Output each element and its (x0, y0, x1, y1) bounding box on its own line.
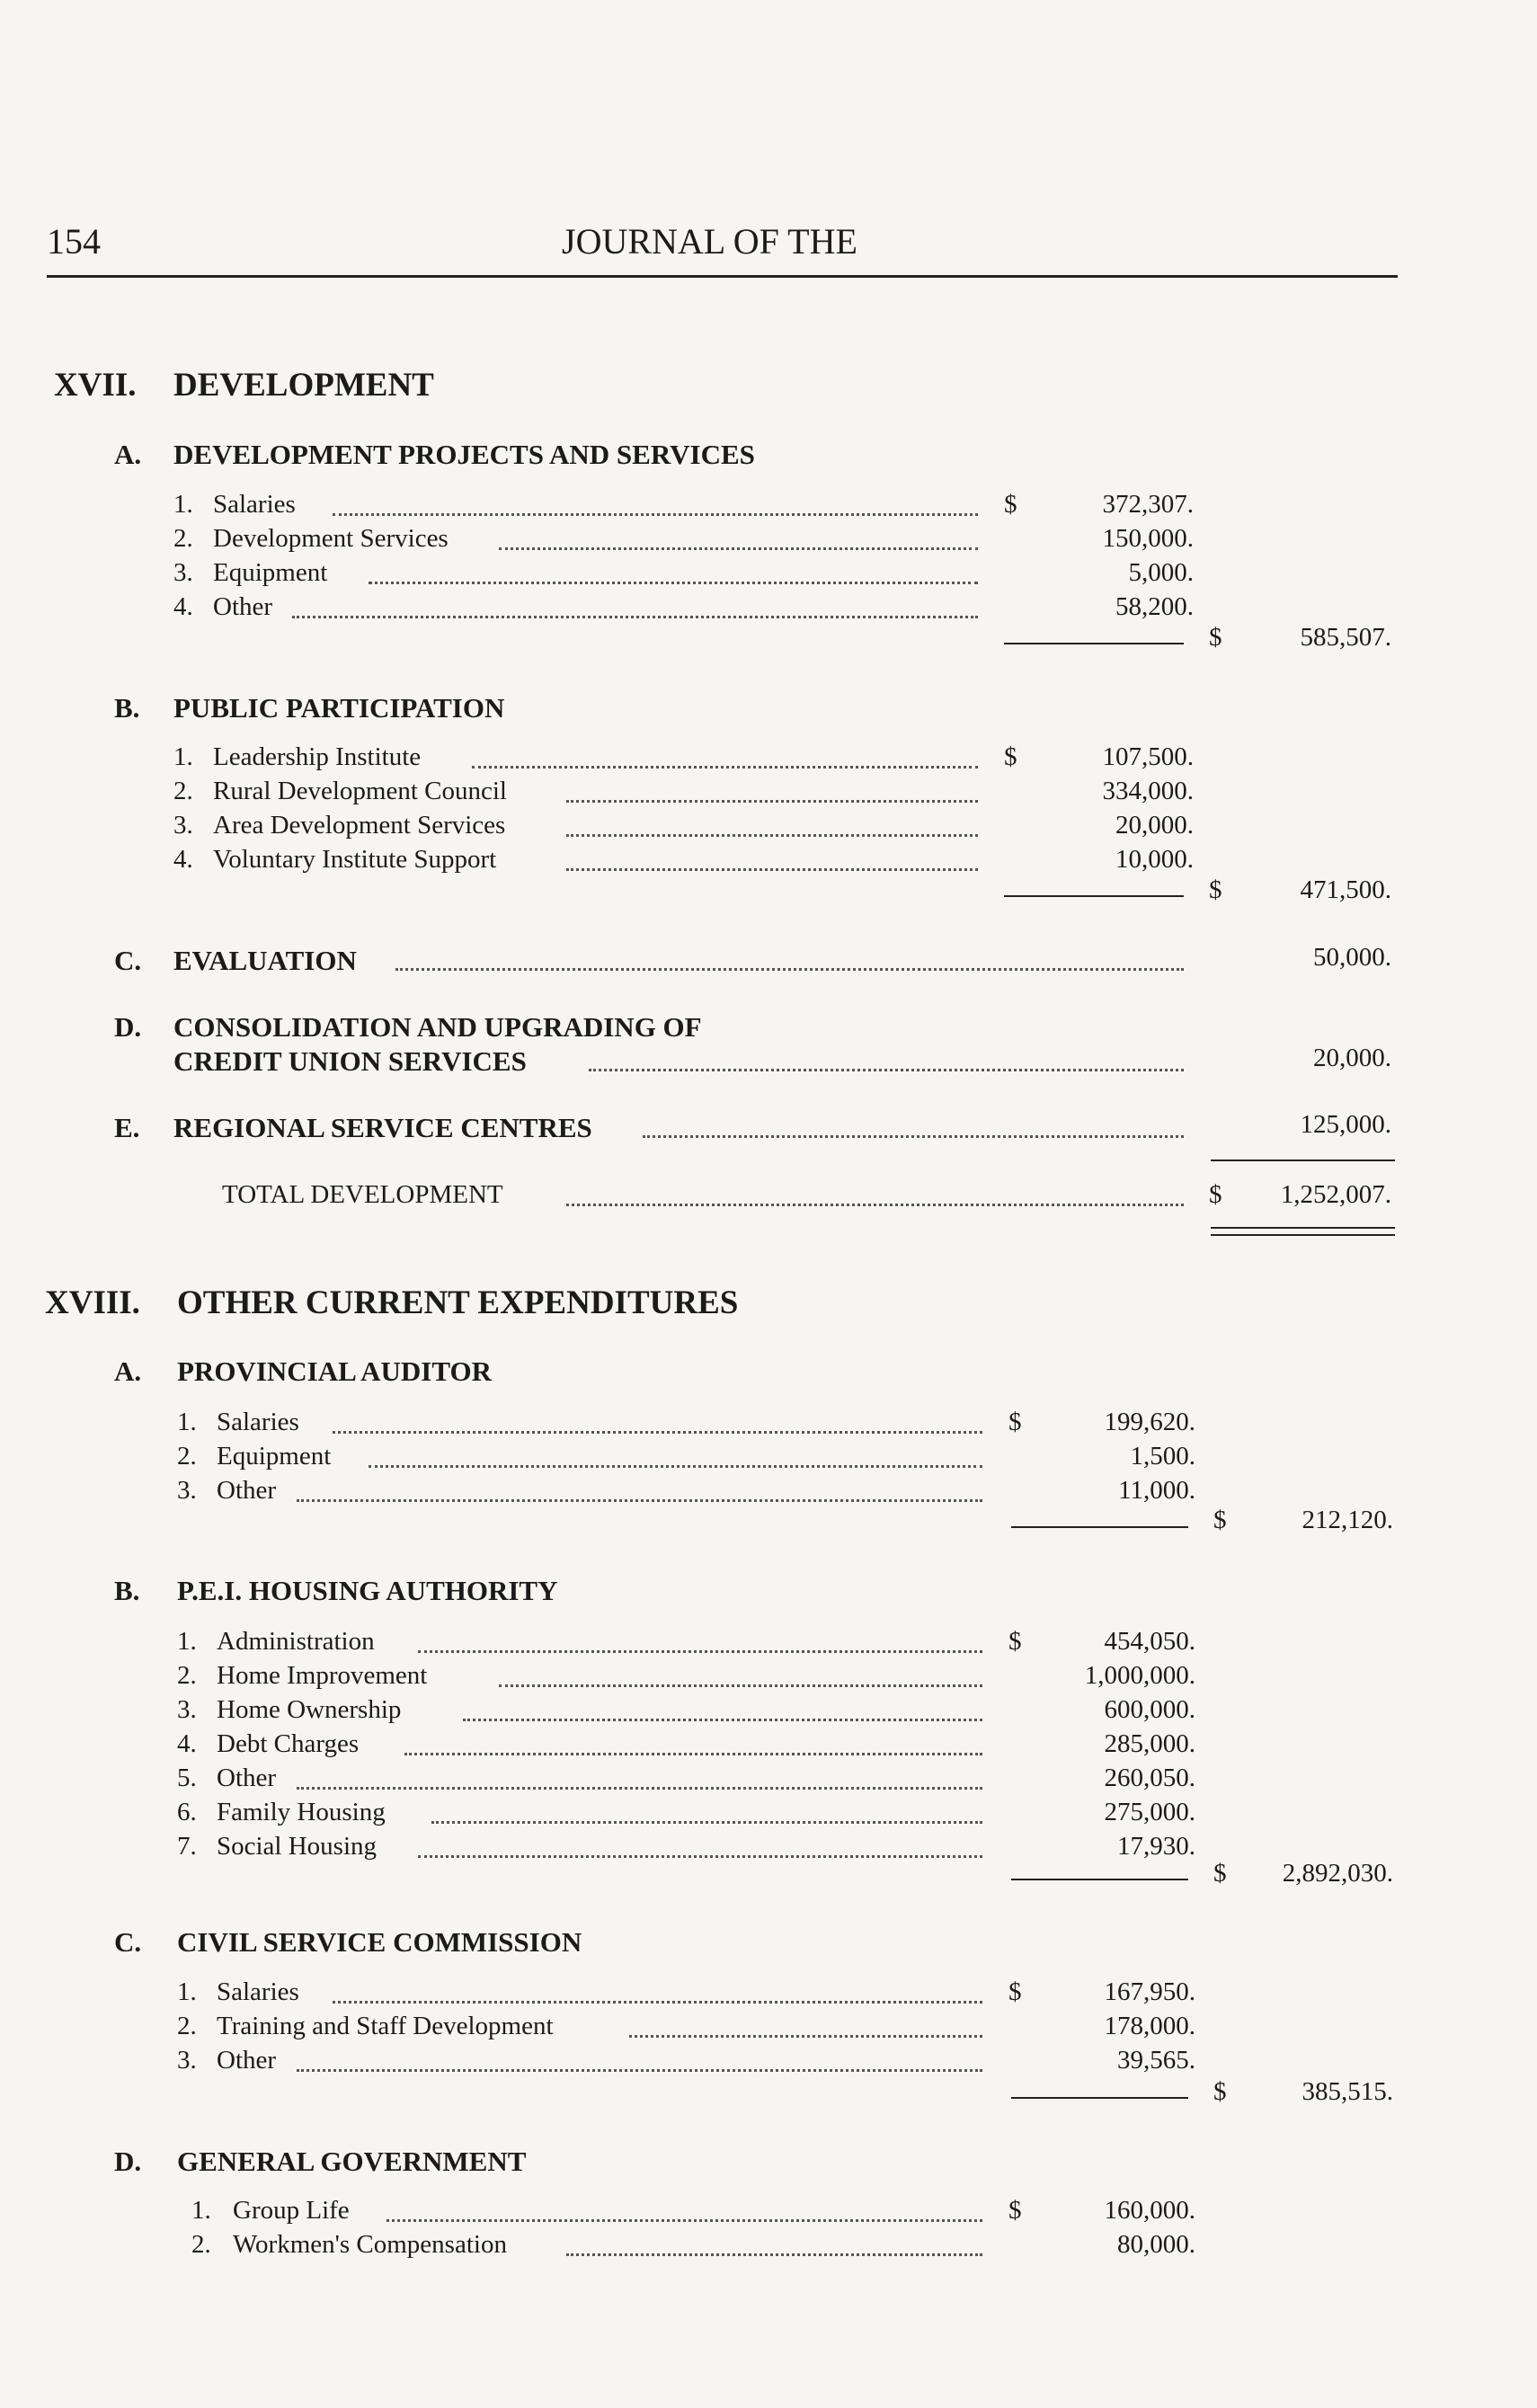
section-title: DEVELOPMENT (173, 367, 434, 404)
item-number: 4. (173, 845, 193, 874)
subsection-letter: C. (114, 945, 142, 976)
item-number: 6. (177, 1798, 197, 1826)
item-label: Area Development Services (213, 811, 506, 840)
item-number: 3. (177, 2046, 197, 2075)
item-label: Rural Development Council (213, 777, 507, 805)
line-item (0, 1408, 1537, 1442)
line-item (0, 558, 1537, 592)
currency-sign: $ (1209, 875, 1222, 904)
subtotal-amount: 385,515. (1302, 2077, 1393, 2106)
line-item (0, 2196, 1537, 2230)
item-label: Other (213, 592, 273, 621)
subsection-letter: E. (114, 1112, 140, 1143)
item-amount: 11,000. (1118, 1476, 1195, 1505)
line-item (0, 2046, 1537, 2080)
subsection-letter: A. (114, 439, 142, 470)
item-amount: 10,000. (1115, 845, 1194, 874)
item-label: Training and Staff Development (217, 2012, 554, 2040)
dot-leader (566, 798, 978, 803)
dot-leader (292, 614, 978, 618)
subsection-title: GENERAL GOVERNMENT (177, 2146, 527, 2177)
dot-leader (643, 1133, 1184, 1138)
subtotal-amount: 585,507. (1300, 623, 1391, 652)
total-rule (1211, 1160, 1395, 1161)
line-item (0, 777, 1537, 811)
total-label: TOTAL DEVELOPMENT (222, 1180, 503, 1209)
currency-sign: $ (1213, 2077, 1227, 2106)
item-number: 1. (177, 1408, 197, 1436)
subtotal-amount: 2,892,030. (1282, 1859, 1393, 1888)
header-rule (47, 275, 1398, 278)
item-amount: 39,565. (1117, 2046, 1195, 2075)
item-amount: 372,307. (1102, 490, 1194, 519)
currency-sign: $ (1213, 1859, 1227, 1888)
item-label: Other (217, 1476, 277, 1505)
item-label: Home Improvement (217, 1661, 428, 1690)
line-item (0, 1695, 1537, 1729)
item-amount: 275,000. (1104, 1798, 1195, 1826)
dot-leader (589, 1067, 1184, 1071)
item-label: Leadership Institute (213, 742, 422, 771)
subsection-title: REGIONAL SERVICE CENTRES (173, 1112, 592, 1143)
item-amount: 80,000. (1117, 2230, 1195, 2259)
item-label: Voluntary Institute Support (213, 845, 497, 874)
subsection-letter: C. (114, 1926, 142, 1958)
currency-sign: $ (1004, 742, 1017, 771)
item-number: 5. (177, 1764, 197, 1792)
item-label: Administration (217, 1627, 375, 1656)
subsection-letter: D. (114, 2146, 142, 2177)
line-item (0, 1627, 1537, 1661)
item-number: 2. (177, 1442, 197, 1471)
item-label: Equipment (217, 1442, 332, 1471)
item-amount: 285,000. (1104, 1729, 1195, 1758)
subsection-letter: A. (114, 1355, 142, 1387)
dot-leader (566, 1202, 1184, 1206)
dot-leader (333, 1429, 982, 1434)
subsection-title-line2: CREDIT UNION SERVICES (173, 1045, 527, 1077)
item-label: Development Services (213, 524, 449, 553)
dot-leader (566, 866, 978, 871)
dot-leader (369, 1463, 982, 1468)
item-number: 1. (173, 742, 193, 771)
line-item (0, 1798, 1537, 1832)
item-label: Debt Charges (217, 1729, 360, 1758)
item-number: 4. (177, 1729, 197, 1758)
line-item (0, 1661, 1537, 1695)
item-amount: 454,050. (1104, 1627, 1195, 1656)
item-number: 1. (177, 1627, 197, 1656)
dot-leader (297, 2067, 982, 2072)
line-item (0, 1977, 1537, 2012)
subsection-letter: D. (114, 1011, 142, 1043)
currency-sign: $ (1008, 1627, 1022, 1656)
subsection-amount: 20,000. (1313, 1044, 1391, 1072)
item-amount: 17,930. (1117, 1832, 1195, 1861)
dot-leader (566, 832, 978, 837)
section-title: OTHER CURRENT EXPENDITURES (177, 1284, 739, 1321)
dot-leader (333, 511, 978, 516)
subtotal-rule (1004, 643, 1184, 644)
line-item (0, 1729, 1537, 1764)
item-amount: 1,000,000. (1084, 1661, 1195, 1690)
item-amount: 58,200. (1115, 592, 1194, 621)
item-amount: 600,000. (1104, 1695, 1195, 1724)
item-label: Salaries (217, 1977, 299, 2006)
dot-leader (386, 2217, 982, 2222)
total-amount: 1,252,007. (1280, 1180, 1391, 1209)
item-number: 1. (173, 490, 193, 519)
dot-leader (297, 1497, 982, 1502)
running-head: JOURNAL OF THE (562, 221, 857, 262)
item-number: 3. (173, 558, 193, 587)
currency-sign: $ (1004, 490, 1017, 519)
item-amount: 178,000. (1104, 2012, 1195, 2040)
item-label: Salaries (217, 1408, 299, 1436)
currency-sign: $ (1008, 2196, 1022, 2225)
line-item (0, 742, 1537, 777)
line-item (0, 1764, 1537, 1798)
item-label: Equipment (213, 558, 328, 587)
item-number: 1. (177, 1977, 197, 2006)
line-item (0, 1442, 1537, 1476)
subsection-title: P.E.I. HOUSING AUTHORITY (177, 1575, 558, 1606)
dot-leader (463, 1717, 982, 1721)
item-number: 3. (173, 811, 193, 840)
dot-leader (333, 1999, 982, 2004)
item-amount: 334,000. (1102, 777, 1194, 805)
item-number: 7. (177, 1832, 197, 1861)
subtotal-rule (1004, 895, 1184, 897)
currency-sign: $ (1209, 1180, 1222, 1209)
subsection-title-line1: CONSOLIDATION AND UPGRADING OF (173, 1011, 702, 1043)
item-label: Other (217, 1764, 277, 1792)
dot-leader (566, 2252, 982, 2256)
item-amount: 150,000. (1102, 524, 1194, 553)
line-item (0, 2230, 1537, 2264)
item-amount: 199,620. (1104, 1408, 1195, 1436)
dot-leader (499, 546, 978, 550)
line-item (0, 845, 1537, 879)
dot-leader (499, 1683, 982, 1687)
dot-leader (418, 1648, 982, 1653)
item-amount: 20,000. (1115, 811, 1194, 840)
subsection-letter: B. (114, 1575, 140, 1606)
subsection-title: DEVELOPMENT PROJECTS AND SERVICES (173, 439, 755, 470)
dot-leader (418, 1853, 982, 1858)
item-label: Group Life (233, 2196, 350, 2225)
section-number: XVIII. (45, 1284, 140, 1321)
item-number: 3. (177, 1695, 197, 1724)
double-rule-top (1211, 1227, 1395, 1229)
dot-leader (404, 1751, 982, 1755)
item-label: Other (217, 2046, 277, 2075)
item-number: 3. (177, 1476, 197, 1505)
dot-leader (629, 2033, 982, 2038)
item-amount: 5,000. (1128, 558, 1194, 587)
dot-leader (369, 580, 978, 584)
item-number: 2. (173, 524, 193, 553)
subsection-title: PUBLIC PARTICIPATION (173, 692, 505, 724)
double-rule-bottom (1211, 1234, 1395, 1236)
dot-leader (297, 1785, 982, 1790)
item-label: Salaries (213, 490, 296, 519)
item-label: Home Ownership (217, 1695, 402, 1724)
item-number: 2. (177, 2012, 197, 2040)
line-item (0, 2012, 1537, 2046)
dot-leader (395, 966, 1184, 971)
currency-sign: $ (1008, 1977, 1022, 2006)
dot-leader (431, 1819, 982, 1824)
subsection-title: CIVIL SERVICE COMMISSION (177, 1926, 582, 1958)
subsection-amount: 50,000. (1313, 943, 1391, 972)
line-item (0, 811, 1537, 845)
subsection-title: PROVINCIAL AUDITOR (177, 1355, 492, 1387)
item-amount: 107,500. (1102, 742, 1194, 771)
item-number: 2. (177, 1661, 197, 1690)
item-amount: 260,050. (1104, 1764, 1195, 1792)
subsection-title: EVALUATION (173, 945, 357, 976)
page-number: 154 (47, 221, 101, 262)
item-number: 4. (173, 592, 193, 621)
line-item (0, 524, 1537, 558)
section-number: XVII. (54, 367, 137, 404)
item-label: Social Housing (217, 1832, 378, 1861)
item-number: 1. (191, 2196, 211, 2225)
line-item (0, 592, 1537, 626)
item-number: 2. (191, 2230, 211, 2259)
item-amount: 1,500. (1130, 1442, 1195, 1471)
subtotal-amount: 471,500. (1300, 875, 1391, 904)
item-label: Family Housing (217, 1798, 386, 1826)
item-amount: 167,950. (1104, 1977, 1195, 2006)
item-label: Workmen's Compensation (233, 2230, 507, 2259)
item-number: 2. (173, 777, 193, 805)
item-amount: 160,000. (1104, 2196, 1195, 2225)
dot-leader (472, 764, 978, 769)
subtotal-amount: 212,120. (1302, 1506, 1393, 1534)
line-item (0, 490, 1537, 524)
currency-sign: $ (1008, 1408, 1022, 1436)
subsection-letter: B. (114, 692, 140, 724)
subsection-amount: 125,000. (1300, 1110, 1391, 1139)
currency-sign: $ (1209, 623, 1222, 652)
currency-sign: $ (1213, 1506, 1227, 1534)
